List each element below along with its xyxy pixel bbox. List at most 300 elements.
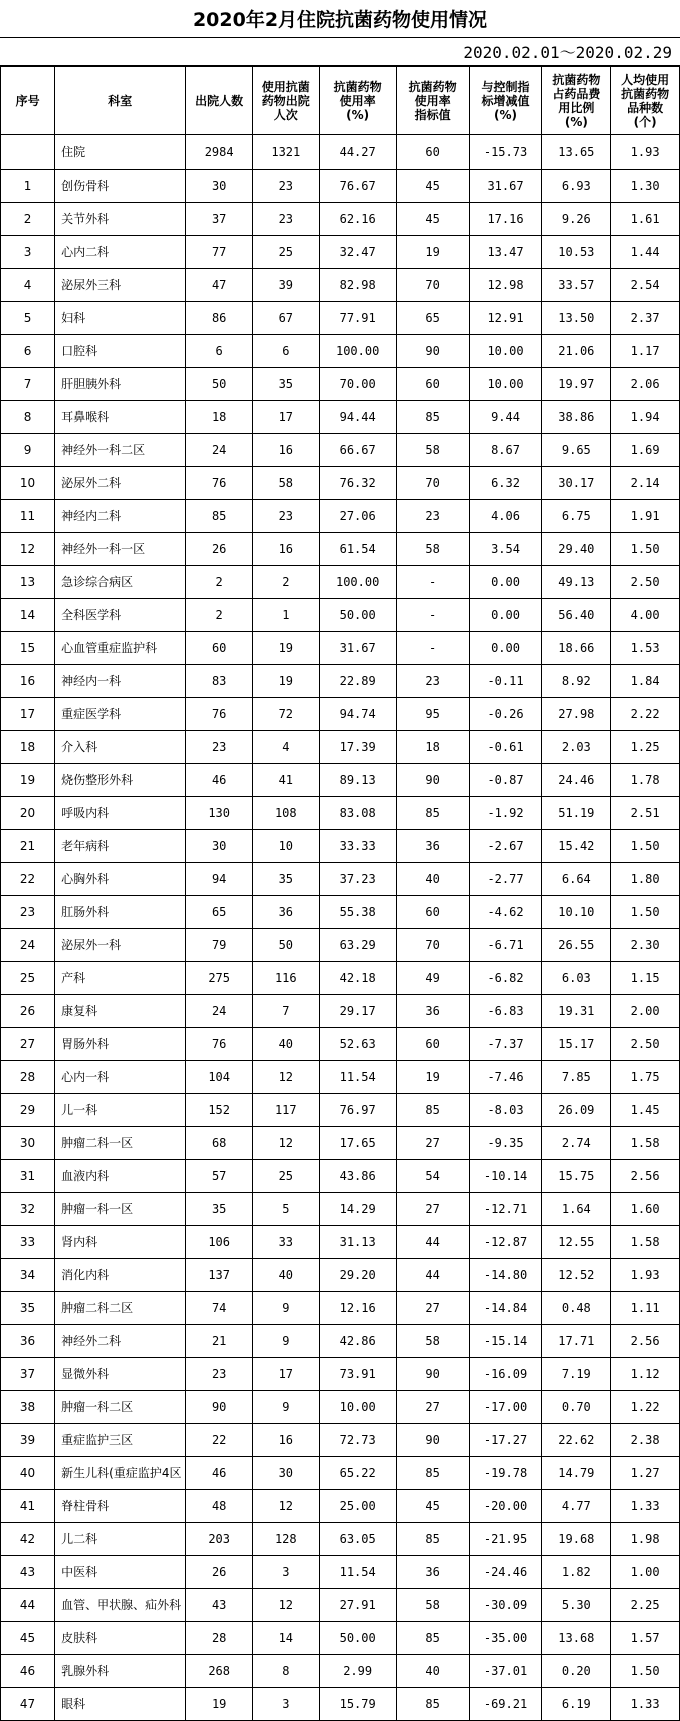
table-row bbox=[1, 1457, 680, 1490]
table-row bbox=[1, 995, 680, 1028]
row-target: 90 bbox=[396, 764, 469, 797]
row-rate: 42.86 bbox=[319, 1325, 396, 1358]
row-diff: -17.00 bbox=[469, 1391, 542, 1424]
row-rate: 17.39 bbox=[319, 731, 396, 764]
row-discharged: 60 bbox=[186, 632, 253, 665]
table-row bbox=[1, 698, 680, 731]
row-avg-types: 1.30 bbox=[611, 170, 680, 203]
row-dept: 神经外二科 bbox=[55, 1325, 186, 1358]
row-target: 40 bbox=[396, 1655, 469, 1688]
header-cost-ratio bbox=[542, 67, 611, 135]
row-cost-ratio: 19.68 bbox=[542, 1523, 611, 1556]
row-dept: 心血管重症监护科 bbox=[55, 632, 186, 665]
row-avg-types: 1.44 bbox=[611, 236, 680, 269]
header-line: 占药品费 bbox=[552, 86, 601, 101]
row-dept: 肾内科 bbox=[55, 1226, 186, 1259]
row-diff: -24.46 bbox=[469, 1556, 542, 1589]
row-target: 27 bbox=[396, 1391, 469, 1424]
row-discharged: 268 bbox=[186, 1655, 253, 1688]
table-row bbox=[1, 764, 680, 797]
row-dept: 肿瘤二科一区 bbox=[55, 1127, 186, 1160]
row-target: 18 bbox=[396, 731, 469, 764]
row-diff: -35.00 bbox=[469, 1622, 542, 1655]
row-target: 70 bbox=[396, 929, 469, 962]
row-target: 45 bbox=[396, 203, 469, 236]
row-rate: 11.54 bbox=[319, 1556, 396, 1589]
row-avg-types: 1.91 bbox=[611, 500, 680, 533]
row-target: 58 bbox=[396, 1589, 469, 1622]
row-dept: 肿瘤一科二区 bbox=[55, 1391, 186, 1424]
row-avg-types: 2.50 bbox=[611, 1028, 680, 1061]
row-no: 2 bbox=[1, 203, 55, 236]
row-cost-ratio: 10.10 bbox=[542, 896, 611, 929]
row-target: 60 bbox=[396, 896, 469, 929]
table-row bbox=[1, 302, 680, 335]
row-no: 12 bbox=[1, 533, 55, 566]
row-diff: -14.84 bbox=[469, 1292, 542, 1325]
table-row bbox=[1, 1028, 680, 1061]
row-rate: 94.44 bbox=[319, 401, 396, 434]
table-row bbox=[1, 863, 680, 896]
row-no: 5 bbox=[1, 302, 55, 335]
row-dept: 显微外科 bbox=[55, 1358, 186, 1391]
row-rate: 55.38 bbox=[319, 896, 396, 929]
row-rate: 10.00 bbox=[319, 1391, 396, 1424]
row-diff: 13.47 bbox=[469, 236, 542, 269]
row-dept: 脊柱骨科 bbox=[55, 1490, 186, 1523]
row-target: 95 bbox=[396, 698, 469, 731]
row-rate: 22.89 bbox=[319, 665, 396, 698]
row-abx-cases: 7 bbox=[252, 995, 319, 1028]
row-no: 23 bbox=[1, 896, 55, 929]
row-rate: 17.65 bbox=[319, 1127, 396, 1160]
row-cost-ratio: 30.17 bbox=[542, 467, 611, 500]
row-target: 45 bbox=[396, 170, 469, 203]
table-row bbox=[1, 797, 680, 830]
row-no: 24 bbox=[1, 929, 55, 962]
row-discharged: 83 bbox=[186, 665, 253, 698]
row-no: 35 bbox=[1, 1292, 55, 1325]
header-discharged bbox=[186, 67, 253, 135]
row-avg-types: 1.50 bbox=[611, 533, 680, 566]
row-abx-cases: 8 bbox=[252, 1655, 319, 1688]
summary-avg-types: 1.93 bbox=[611, 135, 680, 170]
row-discharged: 76 bbox=[186, 467, 253, 500]
row-rate: 66.67 bbox=[319, 434, 396, 467]
table-row bbox=[1, 896, 680, 929]
header-line: (%) bbox=[564, 114, 588, 129]
row-no: 47 bbox=[1, 1688, 55, 1721]
header-rate bbox=[319, 67, 396, 135]
row-avg-types: 1.53 bbox=[611, 632, 680, 665]
row-no: 17 bbox=[1, 698, 55, 731]
row-rate: 77.91 bbox=[319, 302, 396, 335]
row-dept: 儿二科 bbox=[55, 1523, 186, 1556]
row-discharged: 90 bbox=[186, 1391, 253, 1424]
row-cost-ratio: 13.50 bbox=[542, 302, 611, 335]
header-target bbox=[396, 67, 469, 135]
row-discharged: 57 bbox=[186, 1160, 253, 1193]
row-no: 36 bbox=[1, 1325, 55, 1358]
row-target: 27 bbox=[396, 1127, 469, 1160]
row-diff: -30.09 bbox=[469, 1589, 542, 1622]
table-row bbox=[1, 1292, 680, 1325]
antibiotic-usage-table bbox=[0, 66, 680, 1721]
row-discharged: 77 bbox=[186, 236, 253, 269]
row-cost-ratio: 13.68 bbox=[542, 1622, 611, 1655]
table-row bbox=[1, 335, 680, 368]
row-discharged: 50 bbox=[186, 368, 253, 401]
row-cost-ratio: 10.53 bbox=[542, 236, 611, 269]
row-avg-types: 2.25 bbox=[611, 1589, 680, 1622]
table-row bbox=[1, 269, 680, 302]
row-discharged: 46 bbox=[186, 764, 253, 797]
row-abx-cases: 35 bbox=[252, 368, 319, 401]
row-diff: 3.54 bbox=[469, 533, 542, 566]
row-cost-ratio: 15.42 bbox=[542, 830, 611, 863]
row-discharged: 104 bbox=[186, 1061, 253, 1094]
row-target: 58 bbox=[396, 533, 469, 566]
summary-discharged: 2984 bbox=[186, 135, 253, 170]
row-target: 58 bbox=[396, 1325, 469, 1358]
row-diff: -20.00 bbox=[469, 1490, 542, 1523]
header-line: 用比例 bbox=[558, 100, 595, 115]
row-dept: 胃肠外科 bbox=[55, 1028, 186, 1061]
row-avg-types: 2.38 bbox=[611, 1424, 680, 1457]
row-rate: 83.08 bbox=[319, 797, 396, 830]
row-cost-ratio: 12.55 bbox=[542, 1226, 611, 1259]
row-diff: 9.44 bbox=[469, 401, 542, 434]
row-discharged: 74 bbox=[186, 1292, 253, 1325]
header-line: 与控制指 bbox=[481, 79, 530, 94]
row-target: - bbox=[396, 632, 469, 665]
row-dept: 烧伤整形外科 bbox=[55, 764, 186, 797]
row-no: 31 bbox=[1, 1160, 55, 1193]
row-diff: 0.00 bbox=[469, 566, 542, 599]
row-no: 27 bbox=[1, 1028, 55, 1061]
header-line: (%) bbox=[494, 107, 518, 122]
table-row bbox=[1, 1556, 680, 1589]
row-target: 23 bbox=[396, 500, 469, 533]
row-no: 34 bbox=[1, 1259, 55, 1292]
row-abx-cases: 16 bbox=[252, 1424, 319, 1457]
row-dept: 神经内二科 bbox=[55, 500, 186, 533]
row-rate: 65.22 bbox=[319, 1457, 396, 1490]
row-no: 22 bbox=[1, 863, 55, 896]
table-row bbox=[1, 1325, 680, 1358]
row-abx-cases: 6 bbox=[252, 335, 319, 368]
row-avg-types: 2.37 bbox=[611, 302, 680, 335]
row-diff: -2.77 bbox=[469, 863, 542, 896]
table-row bbox=[1, 1226, 680, 1259]
row-discharged: 21 bbox=[186, 1325, 253, 1358]
row-avg-types: 2.06 bbox=[611, 368, 680, 401]
row-avg-types: 1.61 bbox=[611, 203, 680, 236]
row-rate: 29.17 bbox=[319, 995, 396, 1028]
row-no: 19 bbox=[1, 764, 55, 797]
row-discharged: 6 bbox=[186, 335, 253, 368]
row-abx-cases: 14 bbox=[252, 1622, 319, 1655]
row-rate: 76.97 bbox=[319, 1094, 396, 1127]
row-avg-types: 2.14 bbox=[611, 467, 680, 500]
row-target: 85 bbox=[396, 1622, 469, 1655]
row-discharged: 46 bbox=[186, 1457, 253, 1490]
row-abx-cases: 36 bbox=[252, 896, 319, 929]
row-rate: 52.63 bbox=[319, 1028, 396, 1061]
row-dept: 康复科 bbox=[55, 995, 186, 1028]
row-cost-ratio: 38.86 bbox=[542, 401, 611, 434]
row-discharged: 2 bbox=[186, 599, 253, 632]
row-cost-ratio: 4.77 bbox=[542, 1490, 611, 1523]
table-row bbox=[1, 1490, 680, 1523]
row-target: 27 bbox=[396, 1292, 469, 1325]
table-row bbox=[1, 830, 680, 863]
row-dept: 神经外一科二区 bbox=[55, 434, 186, 467]
table-row bbox=[1, 1523, 680, 1556]
row-avg-types: 1.15 bbox=[611, 962, 680, 995]
row-discharged: 85 bbox=[186, 500, 253, 533]
summary-abx-cases: 1321 bbox=[252, 135, 319, 170]
table-row bbox=[1, 500, 680, 533]
row-cost-ratio: 27.98 bbox=[542, 698, 611, 731]
row-cost-ratio: 0.48 bbox=[542, 1292, 611, 1325]
row-dept: 肿瘤一科一区 bbox=[55, 1193, 186, 1226]
row-no: 30 bbox=[1, 1127, 55, 1160]
table-row bbox=[1, 599, 680, 632]
summary-dept: 住院 bbox=[55, 135, 186, 170]
row-abx-cases: 39 bbox=[252, 269, 319, 302]
row-target: 40 bbox=[396, 863, 469, 896]
row-rate: 12.16 bbox=[319, 1292, 396, 1325]
row-rate: 25.00 bbox=[319, 1490, 396, 1523]
row-diff: -16.09 bbox=[469, 1358, 542, 1391]
row-no: 1 bbox=[1, 170, 55, 203]
row-avg-types: 2.51 bbox=[611, 797, 680, 830]
row-cost-ratio: 7.19 bbox=[542, 1358, 611, 1391]
row-dept: 泌尿外二科 bbox=[55, 467, 186, 500]
table-row bbox=[1, 1391, 680, 1424]
row-discharged: 94 bbox=[186, 863, 253, 896]
row-abx-cases: 19 bbox=[252, 665, 319, 698]
row-diff: -0.61 bbox=[469, 731, 542, 764]
row-no: 28 bbox=[1, 1061, 55, 1094]
row-avg-types: 1.94 bbox=[611, 401, 680, 434]
row-diff: 12.98 bbox=[469, 269, 542, 302]
row-abx-cases: 12 bbox=[252, 1127, 319, 1160]
table-row bbox=[1, 533, 680, 566]
row-dept: 乳腺外科 bbox=[55, 1655, 186, 1688]
row-rate: 76.67 bbox=[319, 170, 396, 203]
row-no: 14 bbox=[1, 599, 55, 632]
row-dept: 肛肠外科 bbox=[55, 896, 186, 929]
row-avg-types: 1.17 bbox=[611, 335, 680, 368]
row-abx-cases: 128 bbox=[252, 1523, 319, 1556]
row-target: 45 bbox=[396, 1490, 469, 1523]
row-diff: 10.00 bbox=[469, 368, 542, 401]
row-no: 13 bbox=[1, 566, 55, 599]
row-avg-types: 2.50 bbox=[611, 566, 680, 599]
row-dept: 重症监护三区 bbox=[55, 1424, 186, 1457]
row-diff: -0.11 bbox=[469, 665, 542, 698]
row-cost-ratio: 9.26 bbox=[542, 203, 611, 236]
row-rate: 100.00 bbox=[319, 335, 396, 368]
row-diff: -12.71 bbox=[469, 1193, 542, 1226]
header-abx-cases bbox=[252, 67, 319, 135]
row-diff: 31.67 bbox=[469, 170, 542, 203]
row-dept: 产科 bbox=[55, 962, 186, 995]
row-abx-cases: 23 bbox=[252, 203, 319, 236]
table-row bbox=[1, 1655, 680, 1688]
row-dept: 新生儿科(重症监护4区 bbox=[55, 1457, 186, 1490]
row-diff: 8.67 bbox=[469, 434, 542, 467]
table-row bbox=[1, 1358, 680, 1391]
row-no: 18 bbox=[1, 731, 55, 764]
row-cost-ratio: 1.82 bbox=[542, 1556, 611, 1589]
row-cost-ratio: 12.52 bbox=[542, 1259, 611, 1292]
row-rate: 63.05 bbox=[319, 1523, 396, 1556]
summary-diff: -15.73 bbox=[469, 135, 542, 170]
row-diff: -0.26 bbox=[469, 698, 542, 731]
row-target: 70 bbox=[396, 467, 469, 500]
row-cost-ratio: 0.70 bbox=[542, 1391, 611, 1424]
row-target: 49 bbox=[396, 962, 469, 995]
row-cost-ratio: 19.97 bbox=[542, 368, 611, 401]
row-target: 44 bbox=[396, 1259, 469, 1292]
row-no: 26 bbox=[1, 995, 55, 1028]
row-avg-types: 1.80 bbox=[611, 863, 680, 896]
row-dept: 神经内一科 bbox=[55, 665, 186, 698]
row-diff: -14.80 bbox=[469, 1259, 542, 1292]
row-dept: 心内二科 bbox=[55, 236, 186, 269]
row-avg-types: 1.50 bbox=[611, 896, 680, 929]
summary-rate: 44.27 bbox=[319, 135, 396, 170]
row-discharged: 24 bbox=[186, 995, 253, 1028]
row-cost-ratio: 14.79 bbox=[542, 1457, 611, 1490]
row-dept: 皮肤科 bbox=[55, 1622, 186, 1655]
row-discharged: 28 bbox=[186, 1622, 253, 1655]
row-no: 15 bbox=[1, 632, 55, 665]
table-row bbox=[1, 1259, 680, 1292]
row-cost-ratio: 5.30 bbox=[542, 1589, 611, 1622]
row-cost-ratio: 17.71 bbox=[542, 1325, 611, 1358]
header-line: 标增减值 bbox=[481, 93, 530, 108]
row-abx-cases: 3 bbox=[252, 1556, 319, 1589]
row-cost-ratio: 9.65 bbox=[542, 434, 611, 467]
row-no: 10 bbox=[1, 467, 55, 500]
row-dept: 关节外科 bbox=[55, 203, 186, 236]
table-row bbox=[1, 632, 680, 665]
row-avg-types: 1.69 bbox=[611, 434, 680, 467]
row-abx-cases: 23 bbox=[252, 500, 319, 533]
row-no: 38 bbox=[1, 1391, 55, 1424]
row-target: 60 bbox=[396, 368, 469, 401]
row-target: 36 bbox=[396, 830, 469, 863]
row-target: 27 bbox=[396, 1193, 469, 1226]
row-discharged: 137 bbox=[186, 1259, 253, 1292]
row-abx-cases: 12 bbox=[252, 1061, 319, 1094]
row-avg-types: 1.58 bbox=[611, 1226, 680, 1259]
row-avg-types: 1.78 bbox=[611, 764, 680, 797]
row-avg-types: 1.58 bbox=[611, 1127, 680, 1160]
row-target: 60 bbox=[396, 1028, 469, 1061]
row-diff: -7.46 bbox=[469, 1061, 542, 1094]
row-avg-types: 1.50 bbox=[611, 830, 680, 863]
row-avg-types: 1.25 bbox=[611, 731, 680, 764]
row-avg-types: 4.00 bbox=[611, 599, 680, 632]
row-avg-types: 1.60 bbox=[611, 1193, 680, 1226]
summary-row bbox=[1, 135, 680, 170]
row-no: 20 bbox=[1, 797, 55, 830]
row-dept: 口腔科 bbox=[55, 335, 186, 368]
row-target: - bbox=[396, 566, 469, 599]
header-line: 序号 bbox=[15, 93, 40, 108]
row-target: 19 bbox=[396, 1061, 469, 1094]
row-cost-ratio: 6.19 bbox=[542, 1688, 611, 1721]
row-rate: 73.91 bbox=[319, 1358, 396, 1391]
row-diff: -7.37 bbox=[469, 1028, 542, 1061]
header-line: 抗菌药物 bbox=[333, 79, 382, 94]
row-abx-cases: 25 bbox=[252, 1160, 319, 1193]
row-rate: 27.06 bbox=[319, 500, 396, 533]
row-avg-types: 2.22 bbox=[611, 698, 680, 731]
row-diff: 0.00 bbox=[469, 599, 542, 632]
header-line: 药物出院 bbox=[261, 93, 310, 108]
row-avg-types: 1.98 bbox=[611, 1523, 680, 1556]
table-row bbox=[1, 401, 680, 434]
row-diff: -15.14 bbox=[469, 1325, 542, 1358]
header-line: 使用率 bbox=[414, 93, 451, 108]
row-avg-types: 1.50 bbox=[611, 1655, 680, 1688]
row-abx-cases: 40 bbox=[252, 1259, 319, 1292]
row-abx-cases: 9 bbox=[252, 1325, 319, 1358]
row-dept: 血管、甲状腺、疝外科 bbox=[55, 1589, 186, 1622]
row-cost-ratio: 56.40 bbox=[542, 599, 611, 632]
table-row bbox=[1, 1688, 680, 1721]
row-abx-cases: 30 bbox=[252, 1457, 319, 1490]
row-dept: 神经外一科一区 bbox=[55, 533, 186, 566]
row-target: 23 bbox=[396, 665, 469, 698]
row-cost-ratio: 6.75 bbox=[542, 500, 611, 533]
row-dept: 中医科 bbox=[55, 1556, 186, 1589]
row-avg-types: 2.56 bbox=[611, 1325, 680, 1358]
row-rate: 2.99 bbox=[319, 1655, 396, 1688]
row-dept: 呼吸内科 bbox=[55, 797, 186, 830]
date-range: 2020.02.01～2020.02.29 bbox=[0, 38, 680, 66]
row-target: 85 bbox=[396, 1094, 469, 1127]
row-abx-cases: 58 bbox=[252, 467, 319, 500]
table-row bbox=[1, 566, 680, 599]
row-target: 85 bbox=[396, 1457, 469, 1490]
row-abx-cases: 9 bbox=[252, 1292, 319, 1325]
row-diff: 6.32 bbox=[469, 467, 542, 500]
row-discharged: 76 bbox=[186, 698, 253, 731]
row-no: 4 bbox=[1, 269, 55, 302]
row-rate: 89.13 bbox=[319, 764, 396, 797]
row-discharged: 26 bbox=[186, 533, 253, 566]
row-cost-ratio: 33.57 bbox=[542, 269, 611, 302]
row-discharged: 79 bbox=[186, 929, 253, 962]
header-line: 指标值 bbox=[414, 107, 451, 122]
table-body bbox=[1, 135, 680, 1721]
row-abx-cases: 41 bbox=[252, 764, 319, 797]
table-row bbox=[1, 1622, 680, 1655]
header-line: (%) bbox=[346, 107, 370, 122]
row-abx-cases: 117 bbox=[252, 1094, 319, 1127]
row-diff: 4.06 bbox=[469, 500, 542, 533]
row-dept: 儿一科 bbox=[55, 1094, 186, 1127]
table-row bbox=[1, 1160, 680, 1193]
row-discharged: 48 bbox=[186, 1490, 253, 1523]
